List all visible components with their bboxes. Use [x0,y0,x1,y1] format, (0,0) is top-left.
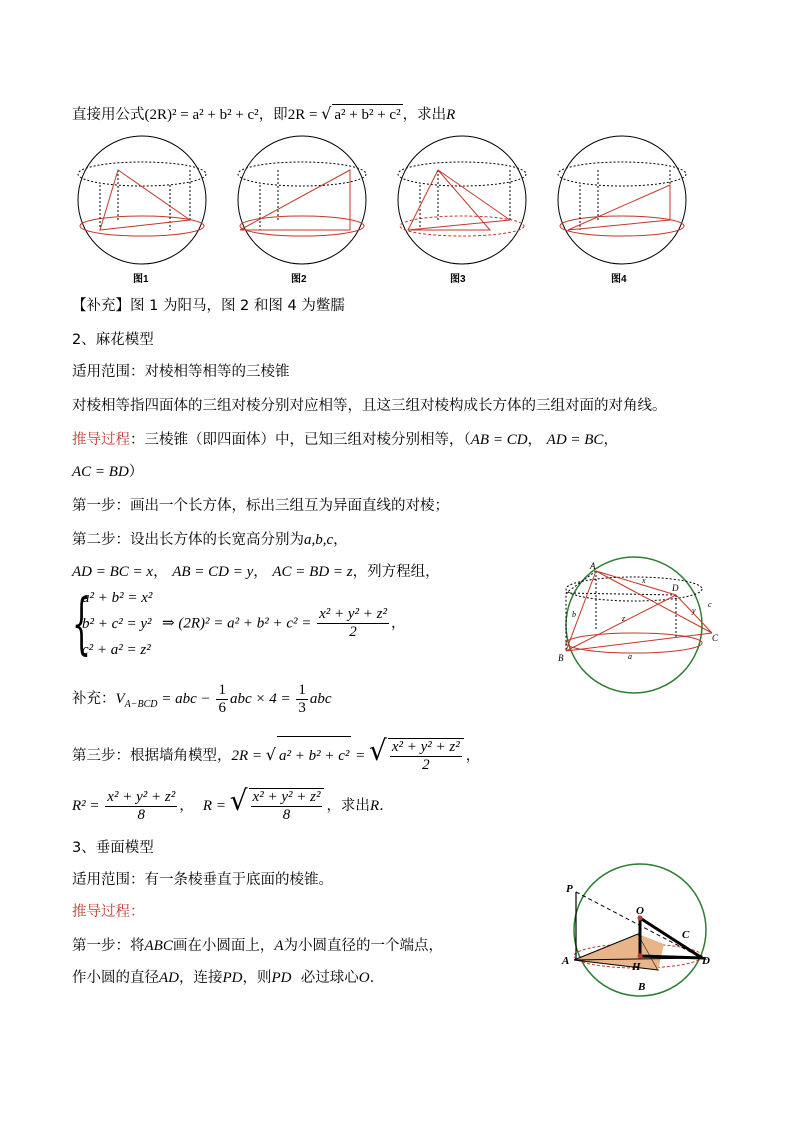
formula: abc [309,691,332,707]
numerator: x² + y² + z² [319,606,387,622]
formula: = abc − [157,691,215,707]
supplement-note: 【补充】图 1 为阳马，图 2 和图 4 为鳖臑 [72,298,345,314]
vertical-model-diagram [560,852,720,1002]
formula: PD [222,970,243,986]
fraction [296,682,308,717]
step3-line [72,732,480,775]
text: . [369,970,375,986]
denominator: 3 [298,699,306,716]
formula: AB = CD = y [172,564,254,580]
derivation-3 [72,902,145,922]
text: 第一步：将 [72,938,145,954]
step1-3 [72,936,443,956]
text: ， [179,798,194,814]
base-circle [80,216,204,236]
text: ，即 [258,107,288,123]
figure-caption-2: 图2 [291,274,307,285]
formula: ABC [144,938,173,954]
text: ， [465,748,481,764]
sqrt-content: a² + b² + c² [332,104,402,125]
formula: A [274,938,284,954]
twisted-model-diagram [552,555,722,695]
formula: R² = [72,798,104,814]
figure-1 [78,136,206,264]
left-brace: { [72,585,91,662]
fraction [105,789,177,824]
label-O: O [636,905,644,917]
text: . [379,798,384,814]
sphere-figures [70,130,710,270]
equator [558,162,686,186]
equations-line: AD = BC = x， AB = CD = y， AC = BD = z，列方程组， [72,564,440,580]
denominator: 6 [218,699,226,716]
sqrt-sign: √ [265,745,276,764]
derivation-line-cont [72,462,143,482]
sphere [238,136,366,264]
formula: R = [202,798,230,814]
text: ，求出 [326,798,370,814]
label-x: x [642,576,646,585]
label-B: B [558,653,564,663]
formula: a,b,c [304,532,334,548]
formula: abc × 4 = [229,691,295,707]
section-title-2: 2、麻花模型 [72,332,154,348]
figure-4 [558,136,686,264]
base-circle [240,216,364,236]
step1-3-cont [72,968,374,988]
numerator: x² + y² + z² [391,739,460,755]
base-circle [400,216,524,236]
text: ，连接 [179,970,223,986]
sqrt-sign: √ [369,734,387,767]
text: 为小圆直径的一个端点， [283,938,444,954]
label-A: A [590,561,596,571]
variable: R [446,107,456,123]
figure-caption-4: 图4 [611,274,627,285]
text: ： [130,904,145,920]
system-row-2: b² + c² = y² [82,616,152,632]
text: 作小圆的直径 [72,970,159,986]
text: ， [333,532,348,548]
figure-caption-1: 图1 [133,274,149,285]
sphere [398,136,526,264]
text: ，列方程组， [352,564,440,580]
label-H: H [632,961,641,973]
text: 补充： [72,691,116,707]
formula: PD [271,970,292,986]
sphere [78,136,206,264]
label-y: y [692,606,696,615]
text: 必过球心 [300,970,359,986]
subscript: A−BCD [124,698,158,710]
radius-line [72,782,384,825]
label-c: c [708,600,712,609]
derive-label: 推导过程 [72,904,130,920]
denominator: 8 [137,806,145,823]
formula-line [72,104,455,125]
text: 第二步：设出长方体的长宽高分别为 [72,532,304,548]
formula: AC = BD = z [272,564,353,580]
fraction [216,682,228,717]
step1-2: 第一步：画出一个长方体，标出三组互为异面直线的对棱； [72,498,449,514]
formula: AD [159,970,179,986]
denominator: 2 [422,757,430,773]
base-circle [560,216,684,236]
formula: ⇒ (2R)² = a² + b² + c² = [162,615,316,632]
sqrt-content: a² + b² + c² [277,736,351,775]
formula: = [351,748,370,764]
label-C: C [712,633,719,643]
figure-caption-3: 图3 [450,274,466,285]
numerator: 1 [218,681,226,698]
sqrt-fraction [388,738,464,774]
derive-label: 推导过程 [72,432,130,448]
denominator: 2 [349,624,357,640]
formula: 2R = [287,107,322,123]
definition-2: 对棱相等指四面体的三组对棱分别对应相等，且这三组对棱构成长方体的三组对面的对角线。 [72,398,667,414]
system-result [162,606,406,641]
label-B: B [638,981,646,993]
text: ） [128,464,144,480]
volume-line [72,680,332,724]
scope-3: 适用范围：有一条棱垂直于底面的棱锥。 [72,872,333,888]
figure-2 [238,136,366,264]
text: ，求出 [402,107,447,123]
system-row-1: a² + b² = x² [82,590,153,606]
sqrt-sign: √ [229,784,248,817]
label-a: a [628,652,632,661]
sqrt-sign: √ [321,104,332,123]
equator [238,162,366,186]
formula: AC = BD [72,464,129,480]
label-D: D [702,955,710,967]
numerator: x² + y² + z² [252,789,321,805]
formula: V [115,691,125,707]
equator [398,162,526,186]
figure-3 [398,136,526,264]
sqrt-fraction [249,788,325,824]
fraction [317,606,389,641]
formula: (2R)² = a² + b² + c² [144,107,259,123]
text: 画在小圆面上， [172,938,275,954]
formula: AD = BC [546,432,604,448]
system-row-3: c² + a² = z² [82,642,151,658]
scope-2: 适用范围：对棱相等相等的三棱锥 [72,364,290,380]
sphere [558,136,686,264]
label-A: A [562,955,570,967]
text: 直接用公式 [72,107,145,123]
text: ，则 [242,970,272,986]
label-D: D [672,583,679,593]
formula: 2R = [231,748,266,764]
text: ：三棱锥（即四面体）中，已知三组对棱分别相等，（ [130,432,471,448]
equator [78,162,206,186]
numerator: x² + y² + z² [107,788,176,805]
numerator: 1 [298,681,306,698]
denominator: 8 [282,807,291,823]
text: 第三步：根据墙角模型， [72,748,232,764]
step2-2 [72,530,348,550]
formula: AD = BC = x [72,564,154,580]
text: ， [391,615,406,632]
variable: R [369,798,380,814]
section-title-3: 3、垂面模型 [72,840,154,856]
label-z: z [622,614,626,623]
label-P: P [566,883,573,895]
label-b: b [572,610,576,619]
formula: AB = CD [470,432,528,448]
derivation-line: 推导过程：三棱锥（即四面体）中，已知三组对棱分别相等，（AB = CD， AD = BC， [72,432,618,448]
label-C: C [682,929,690,941]
formula: O [358,970,370,986]
